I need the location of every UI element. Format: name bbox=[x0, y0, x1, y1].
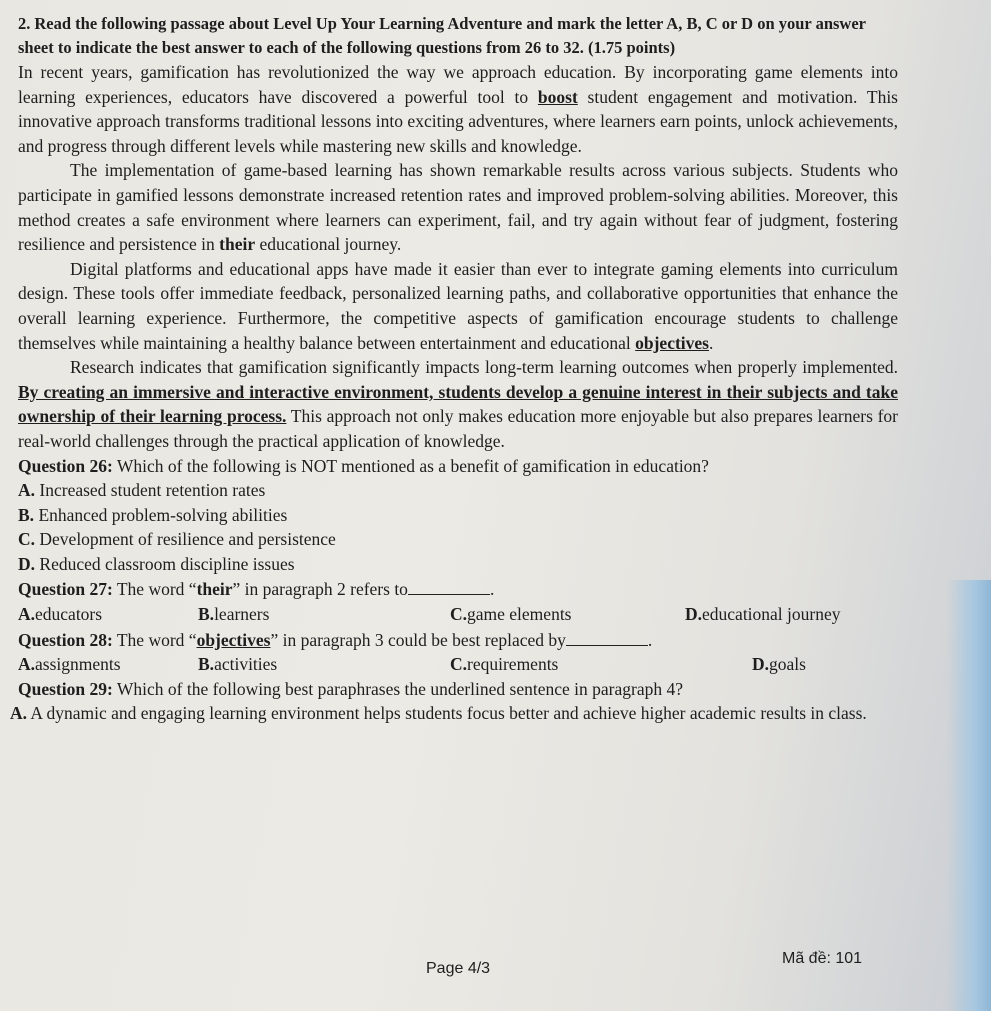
section-instruction bbox=[18, 12, 898, 60]
paragraph-1 bbox=[18, 60, 898, 158]
question-28-option-a[interactable] bbox=[18, 652, 198, 677]
question-27-option-a[interactable] bbox=[18, 602, 198, 627]
option-text: Development of resilience and persistence bbox=[35, 529, 336, 550]
question-28-label: Question 28: bbox=[18, 629, 113, 650]
question-28-options bbox=[18, 652, 898, 677]
word-boost: boost bbox=[537, 86, 578, 107]
question-27 bbox=[18, 576, 898, 602]
paragraph-2-text-end: educational journey. bbox=[255, 234, 402, 255]
option-text: Reduced classroom discipline issues bbox=[35, 553, 295, 574]
question-27-options bbox=[18, 602, 898, 627]
question-27-option-d[interactable] bbox=[685, 602, 841, 627]
question-29-label: Question 29: bbox=[18, 678, 113, 699]
option-text: learners bbox=[214, 604, 270, 625]
option-letter: D. bbox=[685, 604, 703, 625]
question-28-option-b[interactable] bbox=[198, 652, 450, 677]
option-letter: A. bbox=[18, 654, 36, 675]
question-26-option-b[interactable] bbox=[18, 503, 898, 528]
question-26-label: Question 26: bbox=[18, 455, 113, 476]
question-29-text: Which of the following best paraphrases the underlined sentence in paragraph 4? bbox=[112, 678, 683, 699]
question-26-option-c[interactable] bbox=[18, 527, 898, 552]
answer-blank bbox=[566, 627, 648, 646]
paragraph-2 bbox=[18, 158, 898, 256]
option-letter: A. bbox=[10, 703, 28, 724]
option-text: Increased student retention rates bbox=[35, 480, 266, 501]
option-letter: B. bbox=[18, 504, 35, 525]
option-letter: B. bbox=[198, 604, 215, 625]
option-letter: C. bbox=[450, 604, 468, 625]
question-29 bbox=[18, 677, 898, 702]
answer-blank bbox=[408, 576, 490, 595]
paragraph-1-text-end: student engagement and motivation. This innovative approach transforms traditional lessons into exciting adventures, where learners earn points, unlock achievements, and progress through different levels while mastering new skills and knowledge. bbox=[18, 86, 898, 156]
question-27-label: Question 27: bbox=[18, 579, 113, 600]
option-letter: A. bbox=[18, 480, 36, 501]
exam-page bbox=[10, 12, 898, 726]
paragraph-4-text: Research indicates that gamification significantly impacts long-term learning outcomes when properly implemented. bbox=[70, 357, 898, 378]
option-text: activities bbox=[214, 654, 278, 675]
paragraph-3 bbox=[18, 257, 898, 355]
question-28-text: The word “ bbox=[112, 629, 197, 650]
question-28-text-end: ” in paragraph 3 could be best replaced by bbox=[270, 629, 566, 650]
question-26-option-d[interactable] bbox=[18, 552, 898, 577]
option-text: game elements bbox=[467, 604, 572, 625]
paragraph-4 bbox=[18, 355, 898, 453]
option-letter: D. bbox=[752, 654, 770, 675]
background-edge bbox=[947, 580, 991, 1011]
question-27-word: their bbox=[196, 579, 233, 600]
instruction-text: Read the following passage about Level Up Your Learning Adventure and mark the letter A, B, C or D on your answer sheet to indicate the best answer to each of the following questions from 26 to 32. (1.75 points) bbox=[18, 14, 866, 57]
option-letter: D. bbox=[18, 553, 36, 574]
option-text: Enhanced problem-solving abilities bbox=[34, 504, 288, 525]
paragraph-2-text: The implementation of game-based learning has shown remarkable results across various subjects. Students who participate in gamified lessons demonstrate increased retention rates and improved problem-solving abilities. Moreover, this method creates a safe environment where learners can experiment, fail, and try again without fear of judgment, fostering resilience and persistence in bbox=[18, 160, 898, 255]
question-27-text-end: ” in paragraph 2 refers to bbox=[232, 579, 408, 600]
question-26 bbox=[18, 454, 898, 479]
question-26-option-a[interactable] bbox=[18, 478, 898, 503]
option-text: educators bbox=[35, 604, 103, 625]
question-28 bbox=[18, 627, 898, 653]
question-28-word: objectives bbox=[196, 629, 271, 650]
option-letter: A. bbox=[18, 604, 36, 625]
question-27-option-b[interactable] bbox=[198, 602, 450, 627]
option-text: requirements bbox=[467, 654, 559, 675]
option-letter: C. bbox=[450, 654, 468, 675]
word-objectives: objectives bbox=[635, 332, 709, 353]
question-28-option-d[interactable] bbox=[752, 652, 806, 677]
option-letter: B. bbox=[198, 654, 215, 675]
page-number: Page 4/3 bbox=[426, 960, 491, 977]
option-text: assignments bbox=[35, 654, 121, 675]
question-27-period: . bbox=[489, 579, 495, 600]
question-28-period: . bbox=[647, 629, 653, 650]
option-text: A dynamic and engaging learning environment helps students focus better and achieve higher academic results in class. bbox=[27, 703, 867, 724]
question-27-option-c[interactable] bbox=[450, 602, 685, 627]
word-their: their bbox=[219, 234, 256, 255]
question-28-option-c[interactable] bbox=[450, 652, 752, 677]
option-text: educational journey bbox=[702, 604, 841, 625]
question-27-text: The word “ bbox=[112, 579, 197, 600]
question-26-text: Which of the following is NOT mentioned as a benefit of gamification in education? bbox=[112, 455, 709, 476]
paragraph-3-text-end: . bbox=[709, 332, 714, 353]
question-29-option-a[interactable] bbox=[10, 701, 898, 726]
section-number: 2. bbox=[18, 14, 31, 33]
underlined-sentence: By creating an immersive and interactive environment, students develop a genuine interest in their subjects and take ownership of their learning process. bbox=[18, 381, 898, 427]
paragraph-3-text: Digital platforms and educational apps have made it easier than ever to integrate gaming elements into curriculum design. These tools offer immediate feedback, personalized learning paths, and collaborative opportunities that enhance the overall learning experience. Furthermore, the competitive aspects of gamification encourage students to challenge themselves while maintaining a healthy balance between entertainment and educational bbox=[18, 258, 898, 353]
option-letter: C. bbox=[18, 529, 36, 550]
paragraph-1-text: In recent years, gamification has revolutionized the way we approach education. By incorporating game elements into learning experiences, educators have discovered a powerful tool to bbox=[18, 62, 898, 107]
option-text: goals bbox=[769, 654, 806, 675]
exam-code: Mã đề: 101 bbox=[782, 950, 863, 967]
paragraph-4-text-end: This approach not only makes education more enjoyable but also prepares learners for real-world challenges through the practical application of knowledge. bbox=[18, 406, 898, 451]
